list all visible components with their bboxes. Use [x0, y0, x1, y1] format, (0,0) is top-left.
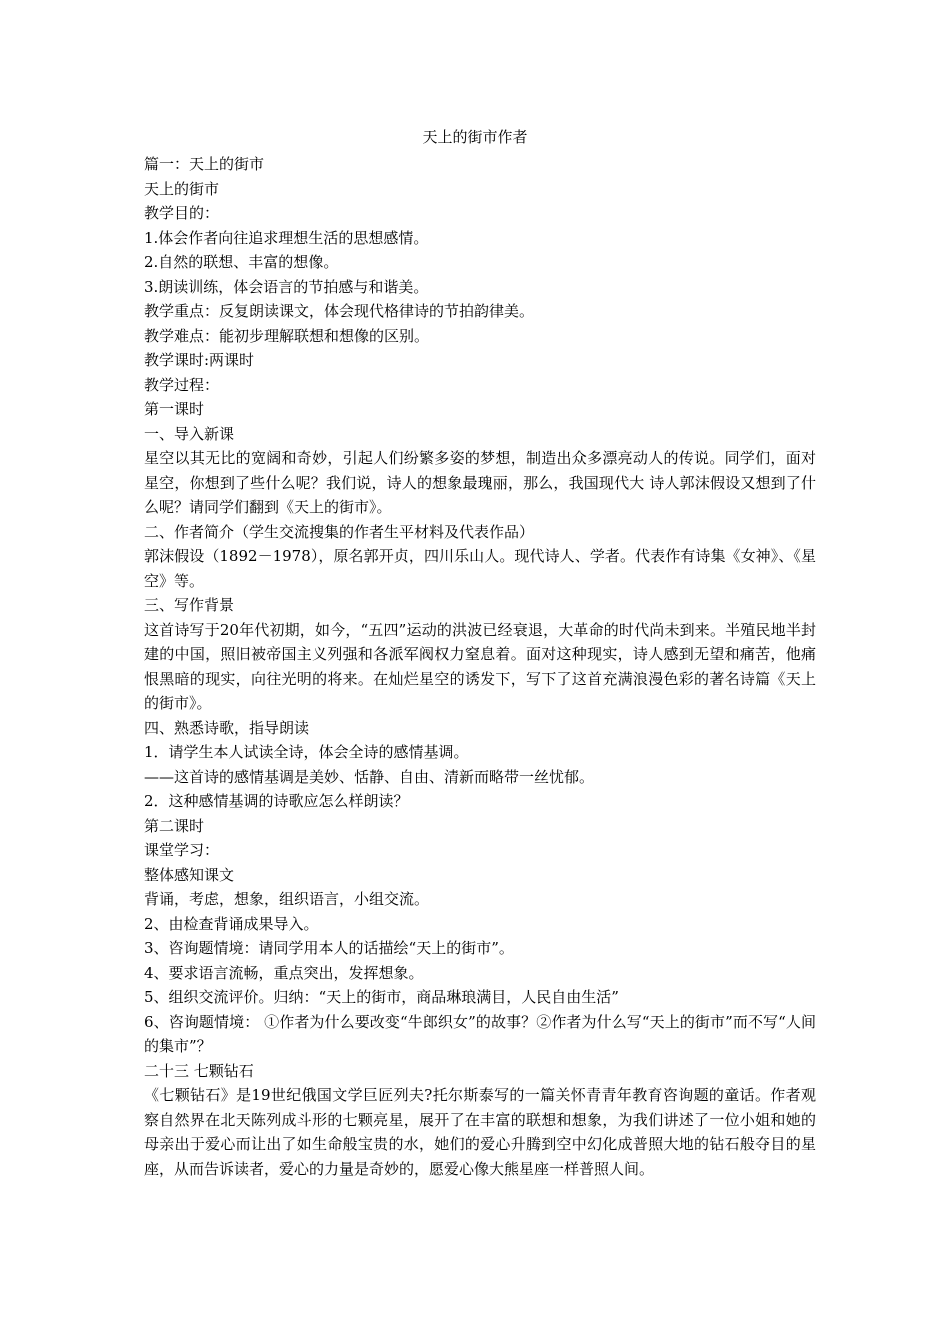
document-body — [144, 152, 816, 1181]
paragraph: 3.朗读训练，体会语言的节拍感与和谐美。 — [144, 277, 429, 296]
paragraph: 6、咨询题情境： ①作者为什么要改变“牛郎织女”的故事？②作者为什么写“天上的街市”而不写“人间的集市”？ — [144, 1012, 816, 1055]
paragraph: 一、导入新课 — [144, 424, 235, 443]
paragraph: 二十三 七颗钻石 — [144, 1061, 254, 1080]
paragraph: 1．请学生本人试读全诗，体会全诗的感情基调。 — [144, 743, 469, 761]
paragraph: 教学重点：反复朗读课文，体会现代格律诗的节拍韵律美。 — [144, 302, 535, 320]
paragraph: 3、咨询题情境：请同学用本人的话描绘“天上的街市”。 — [144, 939, 514, 957]
paragraph: 2．这种感情基调的诗歌应怎么样朗读？ — [144, 792, 409, 810]
paragraph: 第二课时 — [144, 816, 205, 835]
paragraph: 课堂学习： — [144, 841, 220, 859]
paragraph: 天上的街市 — [144, 179, 220, 198]
paragraph: 教学目的： — [144, 204, 220, 222]
document-title: 天上的街市作者 — [422, 128, 528, 146]
paragraph: 背诵，考虑，想象，组织语言，小组交流。 — [144, 890, 430, 908]
paragraph: 郭沫假设（1892－1978），原名郭开贞，四川乐山人。现代诗人、学者。代表作有诗集《女神》、《星空》等。 — [144, 547, 816, 590]
paragraph: 5、组织交流评价。归纳：“天上的街市，商品琳琅满目，人民自由生活” — [144, 988, 619, 1006]
paragraph: ——这首诗的感情基调是美妙、恬静、自由、清新而略带一丝忧郁。 — [144, 767, 595, 786]
paragraph: 教学难点：能初步理解联想和想像的区别。 — [144, 326, 430, 345]
paragraph: 这首诗写于20年代初期，如今，“五四”运动的洪波已经衰退，大革命的时代尚未到来。半殖民地半封建的中国，照旧被帝国主义列强和各派军阀权力窒息着。面对这种现实，诗人感到无望和痛苦，他痛恨黑暗的现实，向往光明的将来。在灿烂星空的诱发下，写下了这首充满浪漫色彩的著名诗篇《天上的街市》。 — [144, 620, 816, 712]
paragraph: 《七颗钻石》是19世纪俄国文学巨匠列夫?托尔斯泰写的一篇关怀青青年教育咨询题的童话。作者观察自然界在北天陈列成斗形的七颗亮星，展开了在丰富的联想和想象，为我们讲述了一位小姐和她的母亲出于爱心而让出了如生命般宝贵的水，她们的爱心升腾到空中幻化成普照大地的钻石般夺目的星座，从而告诉读者，爱心的力量是奇妙的，愿爱心像大熊星座一样普照人间。 — [144, 1086, 816, 1178]
paragraph: 教学课时:两课时 — [144, 351, 255, 369]
paragraph: 4、要求语言流畅，重点突出，发挥想象。 — [144, 963, 424, 982]
paragraph: 2、由检查背诵成果导入。 — [144, 914, 319, 933]
paragraph: 整体感知课文 — [144, 865, 235, 884]
paragraph: 2.自然的联想、丰富的想像。 — [144, 253, 339, 271]
paragraph: 二、作者简介（学生交流搜集的作者生平材料及代表作品） — [144, 522, 535, 541]
paragraph: 星空以其无比的宽阔和奇妙，引起人们纷繁多姿的梦想，制造出众多漂亮动人的传说。同学们，面对星空，你想到了些什么呢？我们说，诗人的想象最瑰丽，那么，我国现代大 诗人郭沫假设又想到了什么呢？请同学们翻到《天上的街市》。 — [144, 449, 816, 516]
paragraph: 1.体会作者向往追求理想生活的思想感情。 — [144, 228, 429, 247]
paragraph: 四、熟悉诗歌，指导朗读 — [144, 718, 310, 737]
paragraph: 第一课时 — [144, 400, 205, 418]
paragraph: 篇一：天上的街市 — [144, 155, 265, 173]
paragraph: 三、写作背景 — [144, 596, 235, 614]
paragraph: 教学过程： — [144, 375, 220, 394]
